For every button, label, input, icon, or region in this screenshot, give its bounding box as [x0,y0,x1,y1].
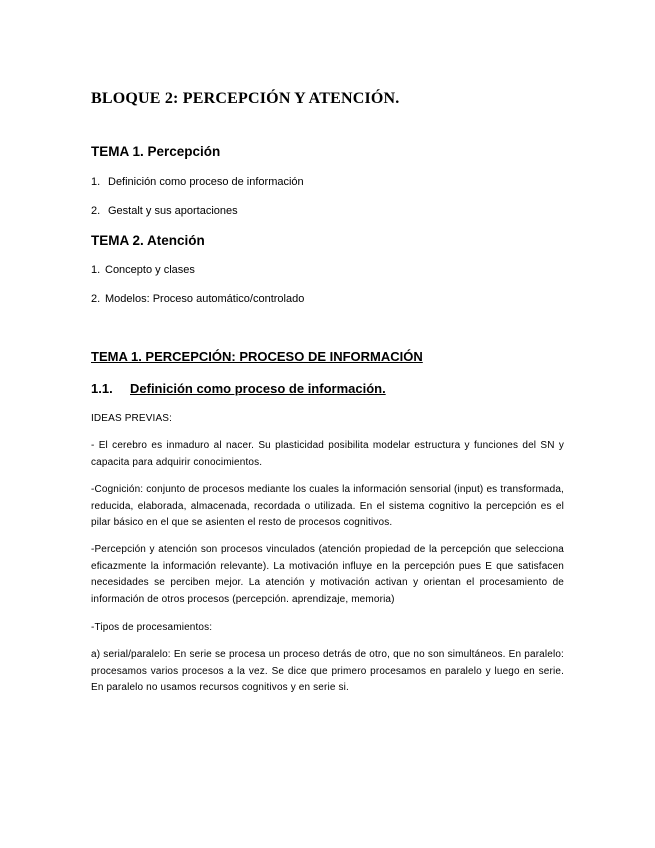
list-item-number: 1. [91,264,101,276]
tema2-list-item-1 [91,264,195,276]
list-item-label: Concepto y clases [105,264,195,276]
subsection-title: Definición como proceso de información. [130,381,386,396]
tema1-list-item-1 [91,176,304,188]
paragraph-percepcion-atencion: -Percepción y atención son procesos vinculados (atención propiedad de la percepción que selecciona eficazmente la información relevante). La motivación influye en la percepción pues E que satisfacen necesidades se perciben mejor. La atención y motivación activan y orientan el procesamiento de información de otros procesos (percepción. aprendizaje, memoria) [91,544,564,605]
tema2-heading: TEMA 2. Atención [91,233,205,248]
section-heading: TEMA 1. PERCEPCIÓN: PROCESO DE INFORMACIÓN [91,349,423,364]
paragraph-tipos-procesamientos: -Tipos de procesamientos: [91,622,213,633]
list-item-label: Gestalt y sus aportaciones [108,205,238,217]
list-item-number: 1. [91,176,101,188]
tema2-list-item-2 [91,293,304,305]
subsection-number: 1.1. [91,381,113,396]
subsection-heading [91,381,386,396]
paragraph-serial-paralelo: a) serial/paralelo: En serie se procesa un proceso detrás de otro, que no son simultáneos. En paralelo: procesamos varios procesos a la vez. Se dice que primero procesamos en paralelo y luego en serie. En paralelo no usamos recursos cognitivos y en serie si. [91,649,564,693]
tema1-heading: TEMA 1. Percepción [91,144,221,159]
paragraph-cerebro: - El cerebro es inmaduro al nacer. Su plasticidad posibilita modelar estructura y funciones del SN y capacita para adquirir conocimientos. [91,440,564,468]
paragraph-cognicion: -Cognición: conjunto de procesos mediante los cuales la información sensorial (input) es transformada, reducida, elaborada, almacenada, recordada o utilizada. En el sistema cognitivo la percepción es el pilar básico en el que se asienten el resto de procesos cognitivos. [91,484,564,528]
list-item-label: Modelos: Proceso automático/controlado [105,293,305,305]
list-item-number: 2. [91,205,101,217]
block-title: BLOQUE 2: PERCEPCIÓN Y ATENCIÓN. [91,90,400,107]
paragraph-ideas-previas: IDEAS PREVIAS: [91,413,173,424]
list-item-label: Definición como proceso de información [108,176,304,188]
tema1-list-item-2 [91,205,238,217]
list-item-number: 2. [91,293,101,305]
